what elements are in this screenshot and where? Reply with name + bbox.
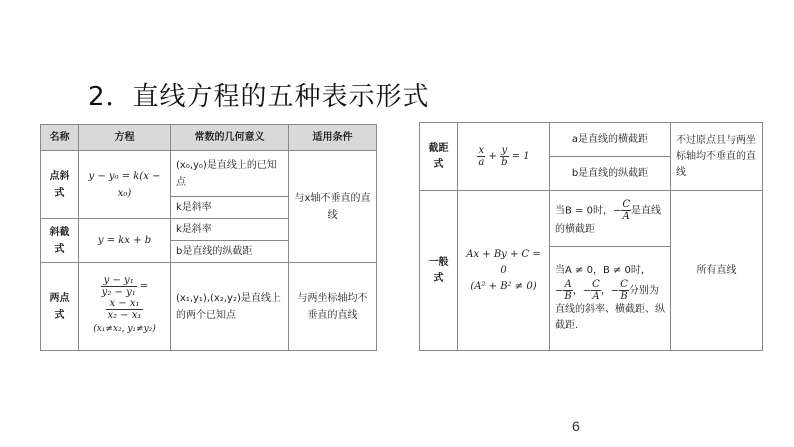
equals-one: = 1 [511,151,530,162]
header-meaning: 常数的几何意义 [171,125,289,151]
fraction-numerator: x − x₁ [106,298,142,310]
fraction-numerator: y − y₁ [101,275,137,287]
meaning-general-2: 当A ≠ 0，B ≠ 0时， − $\frac{A}{B}$ ，− $\frac{C}{A}$ ，− $\frac{C}{B}$ 分别为直线的斜率、横截距、纵截距. [550,247,671,351]
fraction-numerator: C [592,279,600,290]
fraction-numerator: A [564,279,572,290]
plus-sign: + [488,151,497,162]
fraction-denominator: a [478,157,485,168]
meaning-two-points: (x₁,y₁),(x₂,y₂)是直线上的两个已知点 [171,263,289,351]
fraction-denominator: A [622,211,630,222]
equation-condition: (x₁≠x₂, y₁≠y₂) [93,324,156,334]
meaning-text: 当B = 0时，− [555,205,622,217]
meaning-slope: k是斜率 [171,197,289,219]
fraction-lhs [101,275,137,298]
table-row [41,263,377,351]
fraction-denominator: y₂ − y₁ [101,287,136,298]
fraction-a-over-b [563,279,572,302]
meaning-text: 当A ≠ 0，B ≠ 0时， [555,265,651,276]
meaning-text: 分别为直线的斜率、横截距、纵截距. [555,285,665,331]
meaning-x-intercept: a是直线的横截距 [550,123,671,157]
meaning-point: (x₀,y₀)是直线上的已知点 [171,151,289,197]
row-name-general: 一般式 [420,191,458,351]
equation-general [458,191,550,351]
row-name-two-point: 两点式 [41,263,79,351]
condition-point-slope: 与x轴不垂直的直线 [289,151,377,263]
table-row [420,191,763,247]
fraction-denominator: b [501,157,508,168]
fraction-denominator: A [592,291,600,302]
row-name-slope-intercept: 斜截式 [41,219,79,263]
equation-condition: (A² + B² ≠ 0) [470,280,537,292]
equation-two-point [79,263,171,351]
fraction-denominator: B [564,291,572,302]
line-equation-table-right [419,122,763,351]
table-row [420,123,763,157]
header-name: 名称 [41,125,79,151]
fraction-c-over-a [621,199,631,222]
row-name-intercept: 截距式 [420,123,458,191]
meaning-general-1 [550,191,671,247]
line-equation-table-left [40,124,377,351]
general-equation: Ax + By + C = 0 [466,248,541,276]
fraction-rhs [106,298,142,321]
fraction-x-over-a [477,145,485,168]
row-name-point-slope: 点斜式 [41,151,79,219]
meaning-slope-2: k是斜率 [171,219,289,241]
condition-general: 所有直线 [671,191,763,351]
page-title: 2．直线方程的五种表示形式 [88,82,430,112]
equals-sign: = [139,281,149,292]
table-row [41,151,377,197]
table-header-row [41,125,377,151]
page-number: 6 [572,418,580,434]
equation-slope-intercept: y = kx + b [79,219,171,263]
meaning-y-intercept: b是直线的纵截距 [171,241,289,263]
fraction-c-over-b [619,279,629,302]
meaning-y-intercept-2: b是直线的纵截距 [550,157,671,191]
fraction-numerator: C [620,279,628,290]
header-condition: 适用条件 [289,125,377,151]
equation-point-slope: y − y₀ = k(x − x₀) [79,151,171,219]
fraction-numerator: x [478,145,485,156]
condition-two-point: 与两坐标轴均不垂直的直线 [289,263,377,351]
condition-intercept: 不过原点且与两坐标轴均不垂直的直线 [671,123,763,191]
fraction-numerator: y [501,145,508,156]
fraction-numerator: C [622,199,630,210]
fraction-denominator: x₂ − x₁ [107,310,142,321]
header-equation: 方程 [79,125,171,151]
meaning-text: 是直线的横截距 [555,205,661,235]
fraction-denominator: B [620,291,628,302]
fraction-y-over-b [500,145,508,168]
equation-intercept [458,123,550,191]
fraction-c-over-a-2 [591,279,601,302]
